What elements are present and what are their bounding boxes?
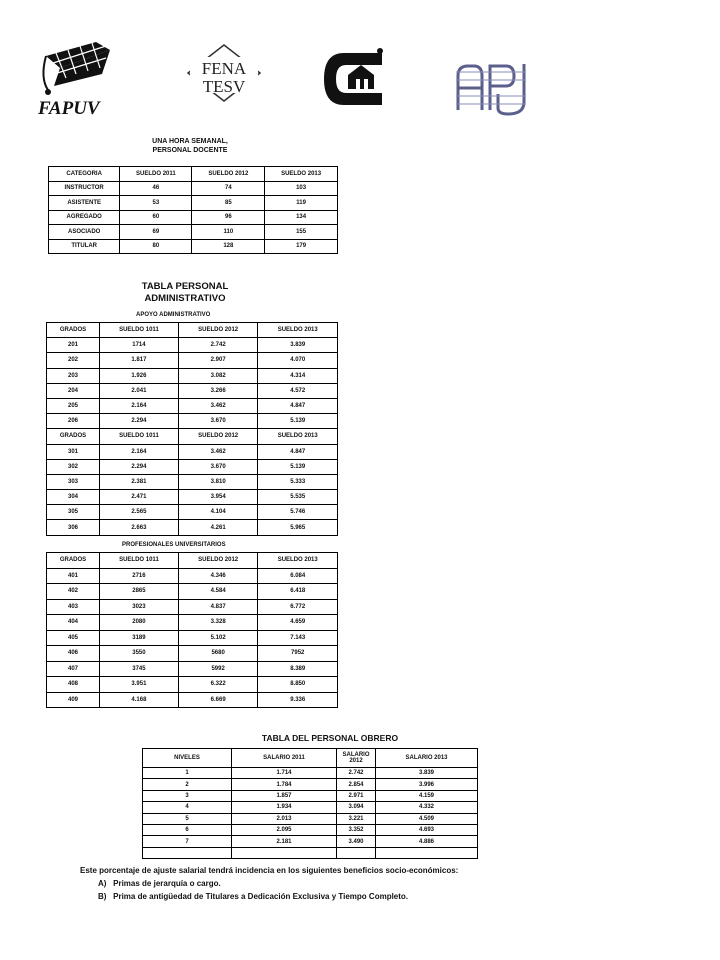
table-cell: 103 <box>265 181 338 196</box>
table-cell: 4.572 <box>258 383 338 398</box>
table-cell: 4.346 <box>178 568 258 584</box>
table-cell: 2716 <box>100 568 179 584</box>
header-cell: GRADOS <box>47 429 100 444</box>
administrativo-title <box>120 281 250 305</box>
table-cell: 3550 <box>100 646 179 662</box>
table-cell: ASISTENTE <box>49 196 120 211</box>
table-cell: 204 <box>47 383 100 398</box>
table-row <box>47 661 338 677</box>
table-cell: 3.810 <box>178 474 258 489</box>
table-cell: 4 <box>143 802 232 813</box>
table-cell: 1.784 <box>232 779 337 790</box>
table-cell: 3.670 <box>178 414 258 429</box>
table-cell: 179 <box>265 239 338 254</box>
table-cell: 3.954 <box>178 490 258 505</box>
table-cell: 2.294 <box>100 459 179 474</box>
table-row <box>47 692 338 708</box>
table-row <box>143 802 478 813</box>
table-cell: 4.659 <box>258 615 338 631</box>
table-cell: 3.951 <box>100 677 179 693</box>
apoyo-subtitle: APOYO ADMINISTRATIVO <box>136 312 211 318</box>
header-cell: SALARIO 2012 <box>337 749 376 768</box>
header-cell: SUELDO 2013 <box>258 429 338 444</box>
table-cell: 304 <box>47 490 100 505</box>
table-cell: 302 <box>47 459 100 474</box>
table-cell: 5680 <box>178 646 258 662</box>
table-cell: 9.336 <box>258 692 338 708</box>
table-row <box>47 444 338 459</box>
table-cell: 404 <box>47 615 100 631</box>
table-row <box>47 414 338 429</box>
table-row <box>47 677 338 693</box>
table-row <box>47 490 338 505</box>
table-cell: 119 <box>265 196 338 211</box>
table-cell: 4.168 <box>100 692 179 708</box>
table-cell: AGREGADO <box>49 210 120 225</box>
table-cell: 46 <box>120 181 192 196</box>
list-marker: B) <box>98 892 107 901</box>
table-row <box>47 459 338 474</box>
table-cell: 2.181 <box>232 836 337 847</box>
table-cell: 2.164 <box>100 444 179 459</box>
table-cell: 5.139 <box>258 414 338 429</box>
table-row <box>47 353 338 368</box>
table-cell: 2.013 <box>232 813 337 824</box>
union-logo <box>454 58 528 116</box>
table-cell: 85 <box>192 196 265 211</box>
table-header-row <box>143 749 478 768</box>
table-cell: 1714 <box>100 338 179 353</box>
header-cell: SUELDO 1011 <box>100 553 179 569</box>
table-row <box>47 615 338 631</box>
table-cell: 401 <box>47 568 100 584</box>
table-cell: 402 <box>47 584 100 600</box>
header-cell: CATEGORIA <box>49 167 120 182</box>
table-cell: 2.907 <box>178 353 258 368</box>
profesionales-table <box>46 552 338 708</box>
table-cell: 2.854 <box>337 779 376 790</box>
table-cell: 2.663 <box>100 520 179 535</box>
table-cell: 2.471 <box>100 490 179 505</box>
table-cell: 4.886 <box>376 836 478 847</box>
header-cell: NIVELES <box>143 749 232 768</box>
table-row <box>143 768 478 779</box>
table-cell: 2.294 <box>100 414 179 429</box>
svg-text:FENA: FENA <box>201 59 247 78</box>
table-cell: 2865 <box>100 584 179 600</box>
table-cell: 3.221 <box>337 813 376 824</box>
table-cell: 2.381 <box>100 474 179 489</box>
table-cell: 1.714 <box>232 768 337 779</box>
svg-text:TESV: TESV <box>202 77 246 96</box>
header-cell: GRADOS <box>47 323 100 338</box>
table-cell: 2.095 <box>232 824 337 835</box>
table-cell: 5.535 <box>258 490 338 505</box>
table-cell: 5992 <box>178 661 258 677</box>
table-cell: 2.041 <box>100 383 179 398</box>
table-row <box>49 239 338 254</box>
table-cell: 3.996 <box>376 779 478 790</box>
svg-text:FAPUV: FAPUV <box>38 98 100 118</box>
table-cell: 2.565 <box>100 505 179 520</box>
header-cell: SUELDO 1011 <box>100 323 179 338</box>
list-item <box>98 877 458 890</box>
table-cell: 4.314 <box>258 368 338 383</box>
table-cell: 201 <box>47 338 100 353</box>
table-cell: 3.328 <box>178 615 258 631</box>
table-cell: 3.352 <box>337 824 376 835</box>
fenatesv-logo <box>186 44 262 102</box>
table-cell: 407 <box>47 661 100 677</box>
table-cell: 5.102 <box>178 630 258 646</box>
fapuv-logo <box>36 38 116 118</box>
table-cell: 5 <box>143 813 232 824</box>
table-cell: 7.143 <box>258 630 338 646</box>
table-row <box>143 836 478 847</box>
header-cell: SUELDO 1011 <box>100 429 179 444</box>
table-cell: 4.070 <box>258 353 338 368</box>
list-marker: A) <box>98 879 107 888</box>
table-cell: 3.670 <box>178 459 258 474</box>
list-item <box>98 890 458 903</box>
table-cell: 4.509 <box>376 813 478 824</box>
table-cell: 3745 <box>100 661 179 677</box>
table-cell: 305 <box>47 505 100 520</box>
header-cell: SUELDO 2013 <box>258 323 338 338</box>
table-cell <box>143 847 232 858</box>
benefits-note <box>80 864 458 903</box>
table-cell: 202 <box>47 353 100 368</box>
table-cell: 306 <box>47 520 100 535</box>
table-cell: 203 <box>47 368 100 383</box>
table-row <box>47 474 338 489</box>
table-cell: 3.266 <box>178 383 258 398</box>
obrero-title: TABLA DEL PERSONAL OBRERO <box>261 733 399 743</box>
table-cell <box>232 847 337 858</box>
table-cell: 7952 <box>258 646 338 662</box>
docente-title-line1: UNA HORA SEMANAL, <box>152 138 228 145</box>
administrativo-title-line1: TABLA PERSONAL <box>141 281 229 292</box>
docente-title <box>120 137 260 155</box>
table-cell: 301 <box>47 444 100 459</box>
table-row <box>47 584 338 600</box>
table-cell: 1.934 <box>232 802 337 813</box>
header-cell: SUELDO 2012 <box>178 553 258 569</box>
table-cell: 3.094 <box>337 802 376 813</box>
header-cell: SUELDO 2012 <box>178 429 258 444</box>
table-cell: 2 <box>143 779 232 790</box>
header-cell: SALARIO 2011 <box>232 749 337 768</box>
table-cell: 1 <box>143 768 232 779</box>
table-row <box>49 196 338 211</box>
header-cell: SUELDO 2013 <box>258 553 338 569</box>
table-cell: INSTRUCTOR <box>49 181 120 196</box>
table-cell: TITULAR <box>49 239 120 254</box>
table-cell: 4.332 <box>376 802 478 813</box>
table-cell: 5.746 <box>258 505 338 520</box>
table-cell: 206 <box>47 414 100 429</box>
header-cell: GRADOS <box>47 553 100 569</box>
table-row <box>47 368 338 383</box>
table-row <box>47 646 338 662</box>
table-row <box>47 599 338 615</box>
c-emblem-logo <box>320 45 392 113</box>
table-cell: 6.084 <box>258 568 338 584</box>
table-cell: 4.159 <box>376 790 478 801</box>
docente-title-line2: PERSONAL DOCENTE <box>152 147 228 154</box>
table-cell: 4.261 <box>178 520 258 535</box>
table-row <box>47 630 338 646</box>
table-cell: 53 <box>120 196 192 211</box>
table-cell: 6.322 <box>178 677 258 693</box>
table-row <box>49 225 338 240</box>
table-cell: 2.742 <box>337 768 376 779</box>
table-cell: 3 <box>143 790 232 801</box>
benefits-intro: Este porcentaje de ajuste salarial tendrá incidencia en los siguientes beneficios socio-económicos: <box>80 866 459 875</box>
table-row <box>143 790 478 801</box>
table-cell: 5.965 <box>258 520 338 535</box>
table-cell: 3.839 <box>376 768 478 779</box>
administrativo-table <box>46 322 338 536</box>
table-cell: 3.462 <box>178 444 258 459</box>
list-text: Primas de jerarquía o cargo. <box>113 879 221 888</box>
administrativo-title-line2: ADMINISTRATIVO <box>144 293 226 304</box>
table-cell: 3.839 <box>258 338 338 353</box>
header-cell: SUELDO 2012 <box>178 323 258 338</box>
table-cell: 6.669 <box>178 692 258 708</box>
table-row <box>49 181 338 196</box>
table-cell: 155 <box>265 225 338 240</box>
table-cell: 3.462 <box>178 398 258 413</box>
header-cell: SUELDO 2013 <box>265 167 338 182</box>
table-cell: 4.584 <box>178 584 258 600</box>
table-cell <box>376 847 478 858</box>
table-cell: 128 <box>192 239 265 254</box>
table-row <box>47 520 338 535</box>
table-cell: 2080 <box>100 615 179 631</box>
table-row <box>143 847 478 858</box>
table-row <box>47 568 338 584</box>
table-cell: 8.389 <box>258 661 338 677</box>
docente-table <box>48 166 338 254</box>
table-cell: 2.742 <box>178 338 258 353</box>
table-row <box>143 779 478 790</box>
table-cell: 4.693 <box>376 824 478 835</box>
table-cell: 8.850 <box>258 677 338 693</box>
table-cell: 4.847 <box>258 444 338 459</box>
table-cell: 6.772 <box>258 599 338 615</box>
table-cell: 409 <box>47 692 100 708</box>
table-cell: 6 <box>143 824 232 835</box>
table-row <box>47 505 338 520</box>
table-cell: 74 <box>192 181 265 196</box>
table-cell: 2.164 <box>100 398 179 413</box>
table-cell: 5.333 <box>258 474 338 489</box>
table-header-row <box>47 553 338 569</box>
table-cell: 5.139 <box>258 459 338 474</box>
table-row <box>143 813 478 824</box>
table-header-row <box>47 429 338 444</box>
table-cell: 7 <box>143 836 232 847</box>
table-row <box>47 383 338 398</box>
table-row <box>47 338 338 353</box>
table-cell: 3.082 <box>178 368 258 383</box>
table-cell: 3023 <box>100 599 179 615</box>
table-cell: 4.847 <box>258 398 338 413</box>
table-cell: 403 <box>47 599 100 615</box>
table-cell: 1.926 <box>100 368 179 383</box>
table-cell: 96 <box>192 210 265 225</box>
table-cell <box>337 847 376 858</box>
table-cell: 1.817 <box>100 353 179 368</box>
table-cell: 408 <box>47 677 100 693</box>
header-cell: SUELDO 2011 <box>120 167 192 182</box>
header-cell: SALARIO 2013 <box>376 749 478 768</box>
table-cell: 134 <box>265 210 338 225</box>
table-cell: 69 <box>120 225 192 240</box>
profesionales-subtitle: PROFESIONALES UNIVERSITARIOS <box>122 542 226 548</box>
table-cell: 60 <box>120 210 192 225</box>
obrero-table <box>142 748 478 859</box>
table-row <box>47 398 338 413</box>
table-cell: 6.418 <box>258 584 338 600</box>
table-cell: 405 <box>47 630 100 646</box>
table-row <box>143 824 478 835</box>
table-cell: 1.857 <box>232 790 337 801</box>
table-cell: ASOCIADO <box>49 225 120 240</box>
table-row <box>49 210 338 225</box>
table-cell: 4.104 <box>178 505 258 520</box>
table-cell: 3189 <box>100 630 179 646</box>
header-cell: SUELDO 2012 <box>192 167 265 182</box>
table-cell: 205 <box>47 398 100 413</box>
table-cell: 303 <box>47 474 100 489</box>
table-header-row <box>47 323 338 338</box>
table-cell: 406 <box>47 646 100 662</box>
table-cell: 4.837 <box>178 599 258 615</box>
table-cell: 110 <box>192 225 265 240</box>
list-text: Prima de antigüedad de Titulares a Dedicación Exclusiva y Tiempo Completo. <box>113 892 409 901</box>
table-header-row <box>49 167 338 182</box>
table-cell: 2.971 <box>337 790 376 801</box>
table-cell: 3.490 <box>337 836 376 847</box>
table-cell: 80 <box>120 239 192 254</box>
